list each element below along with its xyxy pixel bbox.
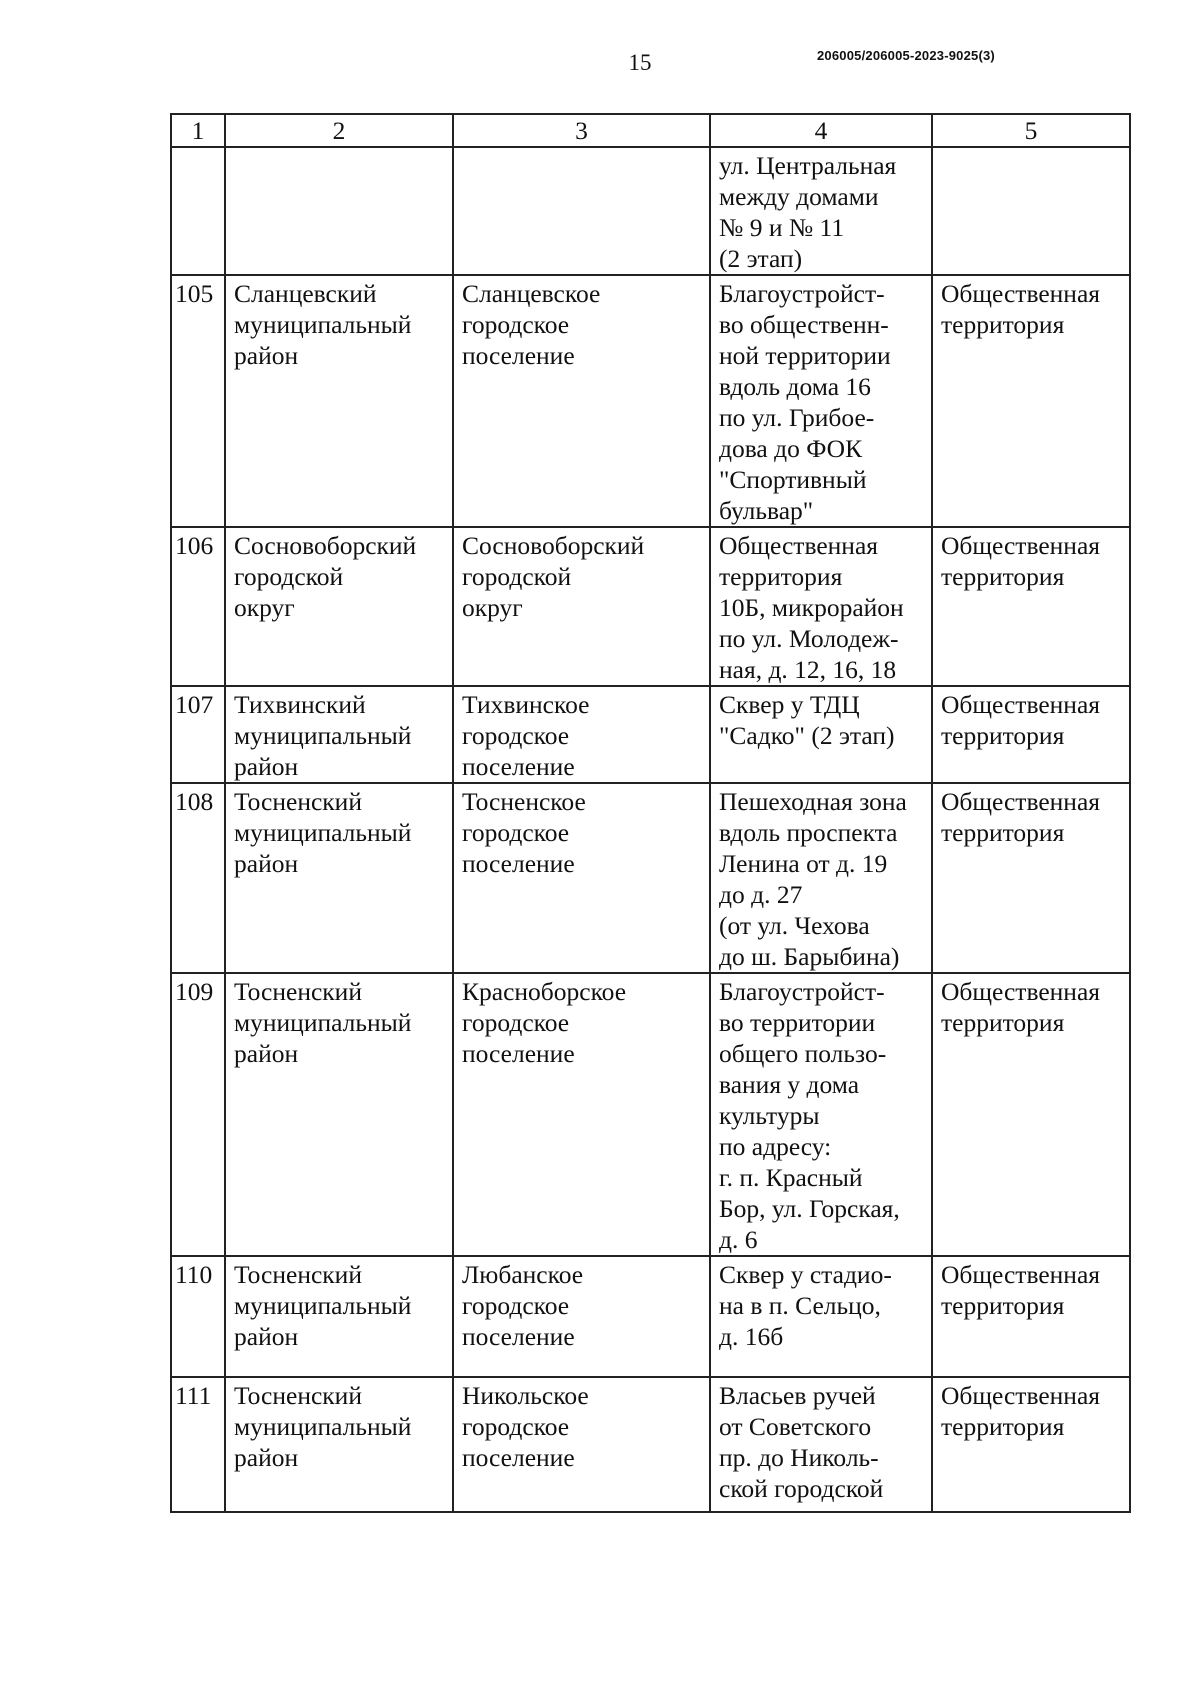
settlement-cell: Тосненское городское поселение [462, 787, 586, 878]
object-cell: ул. Центральная между домами № 9 и № 11 (2 этап) [719, 151, 897, 273]
district-cell: Тихвинский муниципальный район [234, 690, 412, 781]
type-cell: Общественная территория [941, 279, 1100, 339]
document-code: 206005/206005-2023-9025(3) [817, 48, 995, 63]
table-row [171, 1377, 1130, 1512]
type-cell: Общественная территория [941, 1381, 1100, 1441]
territories-table [170, 113, 1131, 1513]
row-number: 108 [175, 787, 214, 816]
type-cell: Общественная территория [941, 787, 1100, 847]
settlement-cell: Тихвинское городское поселение [462, 690, 590, 781]
row-number: 111 [175, 1381, 212, 1410]
object-cell: Сквер у стадио- на в п. Сельцо, д. 16б [719, 1260, 892, 1351]
object-cell: Пешеходная зона вдоль проспекта Ленина от д. 19 до д. 27 (от ул. Чехова до ш. Барыбина) [719, 787, 907, 971]
table-row [171, 147, 1130, 275]
district-cell: Сланцевский муниципальный район [234, 279, 412, 370]
table-header-row [171, 114, 1130, 147]
settlement-cell: Сосновоборский городской округ [462, 531, 645, 622]
table-row [171, 275, 1130, 527]
table-row [171, 1256, 1130, 1377]
object-cell: Власьев ручей от Советского пр. до Николь- ской городской [719, 1381, 884, 1503]
district-cell: Тосненский муниципальный район [234, 787, 412, 878]
column-header-3: 3 [453, 114, 710, 147]
table-row [171, 686, 1130, 783]
row-number [172, 148, 224, 150]
table-row [171, 973, 1130, 1256]
type-cell [933, 148, 1129, 150]
district-cell: Тосненский муниципальный район [234, 977, 412, 1068]
column-header-5: 5 [932, 114, 1130, 147]
settlement-cell: Любанское городское поселение [462, 1260, 584, 1351]
row-number: 110 [175, 1260, 213, 1289]
district-cell [226, 148, 452, 150]
type-cell: Общественная территория [941, 977, 1100, 1037]
type-cell: Общественная территория [941, 1260, 1100, 1320]
row-number: 107 [175, 690, 214, 719]
column-header-4: 4 [710, 114, 932, 147]
type-cell: Общественная территория [941, 690, 1100, 750]
settlement-cell: Красноборское городское поселение [462, 977, 627, 1068]
settlement-cell [454, 148, 709, 150]
object-cell: Благоустройст- во территории общего пользо- вания у дома культуры по адресу: г. п. Красный Бор, ул. Горская, д. 6 [719, 977, 900, 1254]
page-number: 15 [628, 50, 652, 75]
column-header-1: 1 [171, 114, 225, 147]
district-cell: Тосненский муниципальный район [234, 1381, 412, 1472]
row-number: 109 [175, 977, 214, 1006]
object-cell: Сквер у ТДЦ "Садко" (2 этап) [719, 690, 895, 750]
district-cell: Тосненский муниципальный район [234, 1260, 412, 1351]
row-number: 105 [175, 279, 214, 308]
type-cell: Общественная территория [941, 531, 1100, 591]
settlement-cell: Никольское городское поселение [462, 1381, 589, 1472]
column-header-2: 2 [225, 114, 453, 147]
table-row [171, 527, 1130, 686]
district-cell: Сосновоборский городской округ [234, 531, 417, 622]
table-row [171, 783, 1130, 973]
object-cell: Общественная территория 10Б, микрорайон по ул. Молодеж- ная, д. 12, 16, 18 [719, 531, 904, 684]
object-cell: Благоустройст- во общественн- ной территории вдоль дома 16 по ул. Грибое- дова до ФОК "Спортивный бульвар" [719, 279, 891, 525]
row-number: 106 [175, 531, 214, 560]
settlement-cell: Сланцевское городское поселение [462, 279, 601, 370]
